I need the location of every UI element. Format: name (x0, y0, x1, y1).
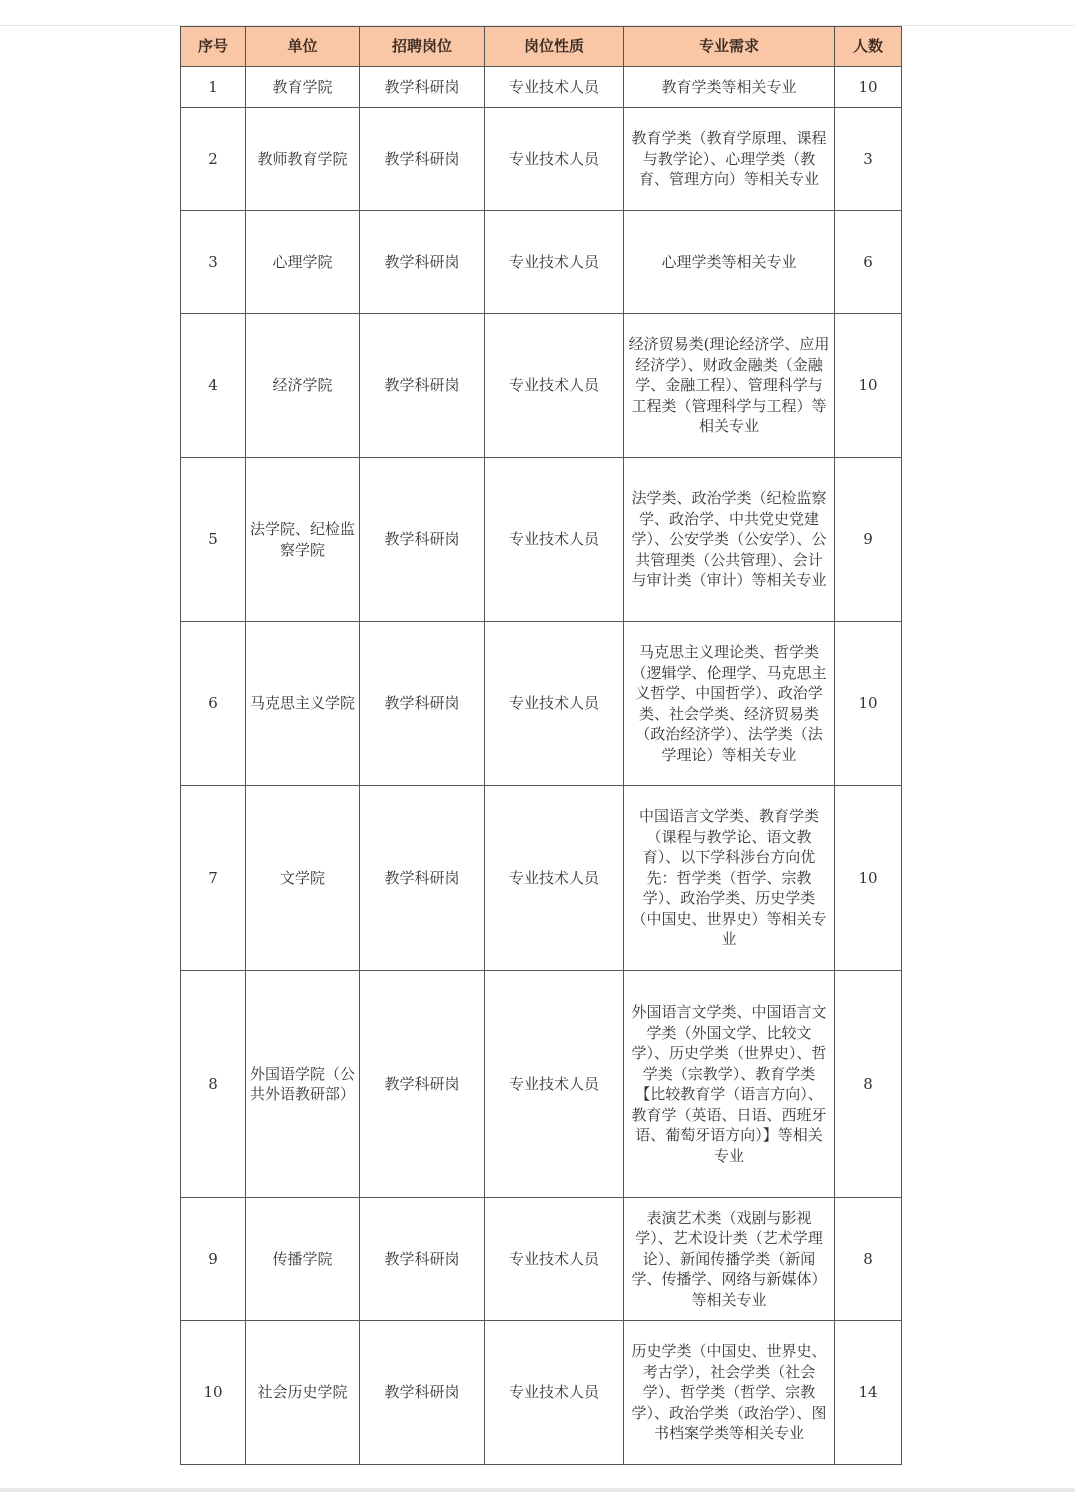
cell-requirement: 经济贸易类(理论经济学、应用经济学）、财政金融类（金融学、金融工程）、管理科学与工程类（管理科学与工程）等相关专业 (624, 314, 835, 458)
cell-requirement: 外国语言文学类、中国语言文学类（外国文学、比较文学）、历史学类（世界史）、哲学类（宗教学）、教育学类【比较教育学（语言方向）、教育学（英语、日语、西班牙语、葡萄牙语方向）】等相关专业 (624, 971, 835, 1198)
cell-unit: 传播学院 (246, 1198, 360, 1321)
cell-unit: 马克思主义学院 (246, 622, 360, 786)
cell-post: 教学科研岗 (360, 971, 485, 1198)
table-row (181, 1198, 902, 1321)
table-header-row (181, 27, 902, 67)
table-row (181, 314, 902, 458)
cell-unit: 教师教育学院 (246, 108, 360, 211)
cell-requirement: 中国语言文学类、教育学类（课程与教学论、语文教育）、以下学科涉台方向优先：哲学类（哲学、宗教学）、政治学类、历史学类（中国史、世界史）等相关专业 (624, 786, 835, 971)
cell-count: 9 (835, 458, 902, 622)
cell-count: 3 (835, 108, 902, 211)
cell-post: 教学科研岗 (360, 1321, 485, 1465)
header-no: 序号 (181, 27, 246, 67)
cell-post: 教学科研岗 (360, 786, 485, 971)
table-row (181, 211, 902, 314)
cell-requirement: 教育学类（教育学原理、课程与教学论）、心理学类（教育、管理方向）等相关专业 (624, 108, 835, 211)
cell-unit: 教育学院 (246, 67, 360, 108)
cell-count: 8 (835, 971, 902, 1198)
cell-unit: 社会历史学院 (246, 1321, 360, 1465)
table-row (181, 108, 902, 211)
cell-count: 8 (835, 1198, 902, 1321)
cell-post: 教学科研岗 (360, 211, 485, 314)
cell-post: 教学科研岗 (360, 314, 485, 458)
cell-nature: 专业技术人员 (485, 108, 624, 211)
cell-nature: 专业技术人员 (485, 786, 624, 971)
table-row (181, 458, 902, 622)
cell-post: 教学科研岗 (360, 108, 485, 211)
cell-count: 10 (835, 622, 902, 786)
cell-no: 8 (181, 971, 246, 1198)
table-row (181, 67, 902, 108)
cell-no: 4 (181, 314, 246, 458)
cell-no: 9 (181, 1198, 246, 1321)
cell-count: 6 (835, 211, 902, 314)
header-nature: 岗位性质 (485, 27, 624, 67)
cell-nature: 专业技术人员 (485, 211, 624, 314)
cell-count: 10 (835, 67, 902, 108)
header-unit: 单位 (246, 27, 360, 67)
cell-requirement: 表演艺术类（戏剧与影视学）、艺术设计类（艺术学理论）、新闻传播学类（新闻学、传播学、网络与新媒体）等相关专业 (624, 1198, 835, 1321)
cell-no: 1 (181, 67, 246, 108)
cell-nature: 专业技术人员 (485, 314, 624, 458)
cell-requirement: 法学类、政治学类（纪检监察学、政治学、中共党史党建学）、公安学类（公安学）、公共管理类（公共管理）、会计与审计类（审计）等相关专业 (624, 458, 835, 622)
cell-count: 14 (835, 1321, 902, 1465)
cell-count: 10 (835, 314, 902, 458)
cell-nature: 专业技术人员 (485, 1198, 624, 1321)
table-row (181, 622, 902, 786)
header-requirement: 专业需求 (624, 27, 835, 67)
cell-requirement: 历史学类（中国史、世界史、考古学），社会学类（社会学）、哲学类（哲学、宗教学）、政治学类（政治学）、图书档案学类等相关专业 (624, 1321, 835, 1465)
cell-no: 7 (181, 786, 246, 971)
cell-unit: 经济学院 (246, 314, 360, 458)
cell-count: 10 (835, 786, 902, 971)
cell-unit: 心理学院 (246, 211, 360, 314)
cell-post: 教学科研岗 (360, 458, 485, 622)
cell-requirement: 马克思主义理论类、哲学类（逻辑学、伦理学、马克思主义哲学、中国哲学）、政治学类、社会学类、经济贸易类（政治经济学）、法学类（法学理论）等相关专业 (624, 622, 835, 786)
cell-no: 3 (181, 211, 246, 314)
cell-no: 2 (181, 108, 246, 211)
cell-nature: 专业技术人员 (485, 971, 624, 1198)
cell-unit: 文学院 (246, 786, 360, 971)
table-row (181, 971, 902, 1198)
table-row (181, 1321, 902, 1465)
cell-unit: 法学院、纪检监察学院 (246, 458, 360, 622)
bottom-divider (0, 1488, 1075, 1492)
header-post: 招聘岗位 (360, 27, 485, 67)
cell-no: 6 (181, 622, 246, 786)
cell-requirement: 心理学类等相关专业 (624, 211, 835, 314)
cell-nature: 专业技术人员 (485, 1321, 624, 1465)
recruitment-table (180, 26, 902, 1465)
cell-nature: 专业技术人员 (485, 67, 624, 108)
cell-no: 10 (181, 1321, 246, 1465)
header-count: 人数 (835, 27, 902, 67)
cell-post: 教学科研岗 (360, 622, 485, 786)
recruitment-document (180, 26, 901, 1465)
cell-nature: 专业技术人员 (485, 622, 624, 786)
cell-post: 教学科研岗 (360, 1198, 485, 1321)
cell-post: 教学科研岗 (360, 67, 485, 108)
cell-nature: 专业技术人员 (485, 458, 624, 622)
table-row (181, 786, 902, 971)
cell-no: 5 (181, 458, 246, 622)
cell-unit: 外国语学院（公共外语教研部） (246, 971, 360, 1198)
cell-requirement: 教育学类等相关专业 (624, 67, 835, 108)
